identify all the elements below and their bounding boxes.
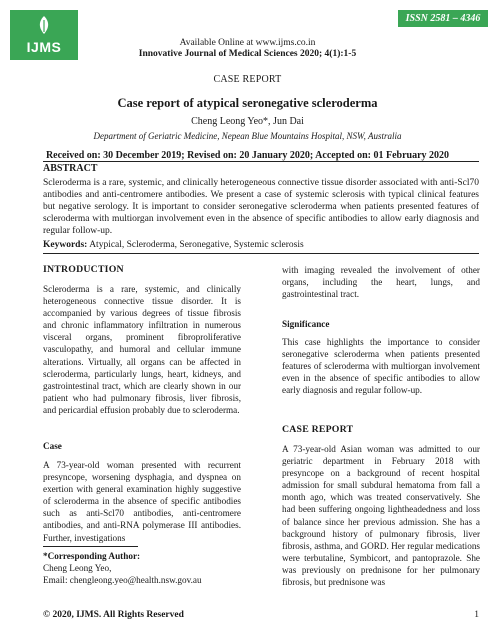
availability-line: Available Online at www.ijms.co.in <box>179 38 316 48</box>
leaf-mark-icon <box>36 15 52 35</box>
intro-text: Scleroderma is a rare, systemic, and clinically heterogeneous connective tissue disorder. It is accompanied by various degrees of tissue fibrosis and chronic inflammatory infiltration in numerous visceral organs, prominent fibroproliferative vasculopathy, and humoral and cellular immune alterations. Virtually, all organs can be affected in scleroderma, particularly lungs, heart, kidneys, and gastrointestinal tract, which are clearly shown in our patient who had pulmonary fibrosis, liver fibrosis, and pericardial effusion probably due to scleroderma. <box>43 284 241 415</box>
keywords-label: Keywords: <box>43 240 88 250</box>
article-dates: Received on: 30 December 2019; Revised on: 20 January 2020; Accepted on: 01 February 2020 <box>45 150 450 161</box>
divider-bottom <box>43 253 479 254</box>
intro-heading: INTRODUCTION <box>43 264 124 275</box>
footer-copyright: © 2020, IJMS. All Rights Reserved <box>43 610 184 620</box>
footnote-divider <box>43 546 138 547</box>
abstract-text: Scleroderma is a rare, systemic, and clinically heterogeneous connective tissue disorder associated with anti-Scl70 antibodies and anti-centromere antibodies. We present a case of systemic sclerosis with typical clinical features but negative serology. It is important to consider seronegative scleroderma when patients presented features of scleroderma with multiorgan involvement even in the absence of specific antibodies to allow early diagnosis and regular follow-up. <box>43 178 479 236</box>
corresponding-author <box>43 550 263 586</box>
issn-badge: ISSN 2581 – 4346 <box>398 10 488 27</box>
corresponding-email[interactable]: Email: chengleong.yeo@health.nsw.gov.au <box>43 575 202 586</box>
article-type: CASE REPORT <box>213 74 282 85</box>
divider-top <box>43 161 479 162</box>
keywords-line <box>43 240 304 250</box>
abstract-heading: ABSTRACT <box>43 163 98 174</box>
page-number: 1 <box>474 610 479 620</box>
article-authors: Cheng Leong Yeo*, Jun Dai <box>191 116 304 127</box>
corresponding-name: Cheng Leong Yeo, <box>43 563 112 574</box>
case-heading: Case <box>43 441 62 451</box>
case-report-text: A 73-year-old Asian woman was admitted to our geriatric department in February 2018 with presyncope on a background of recent hospital admission for small subdural hematoma from fall a month ago, which was treated conservatively. She had been suffering ongoing lightheadedness and loss of balance since her previous admission. She has a background history of pulmonary fibrosis, liver fibrosis, asthma, and GORD. Her regular medications were terbutaline, Symbicort, and pantoprazole. She was previously on prednisone for her pulmonary fibrosis, but prednisone was <box>282 444 480 588</box>
keywords-text: Atypical, Scleroderma, Seronegative, Systemic sclerosis <box>89 240 304 250</box>
article-title: Case report of atypical seronegative scleroderma <box>117 96 378 110</box>
corresponding-heading: *Corresponding Author: <box>43 551 141 561</box>
author-affiliation: Department of Geriatric Medicine, Nepean Blue Mountains Hospital, NSW, Australia <box>93 131 402 141</box>
significance-heading: Significance <box>282 319 330 329</box>
case-text: A 73-year-old woman presented with recurrent presyncope, worsening dysphagia, and dyspnea on exertion with general examination highly suggestive of scleroderma in the absence of specific antibodies such as anti-Scl70 antibodies, anti-centromere antibodies, and anti-RNA polymerase III antibodies. Further, investigations <box>43 460 241 543</box>
case-text-continued: with imaging revealed the involvement of other organs, including the heart, lungs, and gastrointestinal tract. <box>282 265 480 300</box>
logo-text: IJMS <box>26 39 62 55</box>
case-report-heading: CASE REPORT <box>282 424 354 435</box>
journal-citation: Innovative Journal of Medical Sciences 2020; 4(1):1-5 <box>138 49 357 59</box>
significance-text: This case highlights the importance to consider seronegative scleroderma when patients presented features of scleroderma with multiorgan involvement even in the absence of specific antibodies to allow early diagnosis and regular follow-up. <box>282 337 480 396</box>
